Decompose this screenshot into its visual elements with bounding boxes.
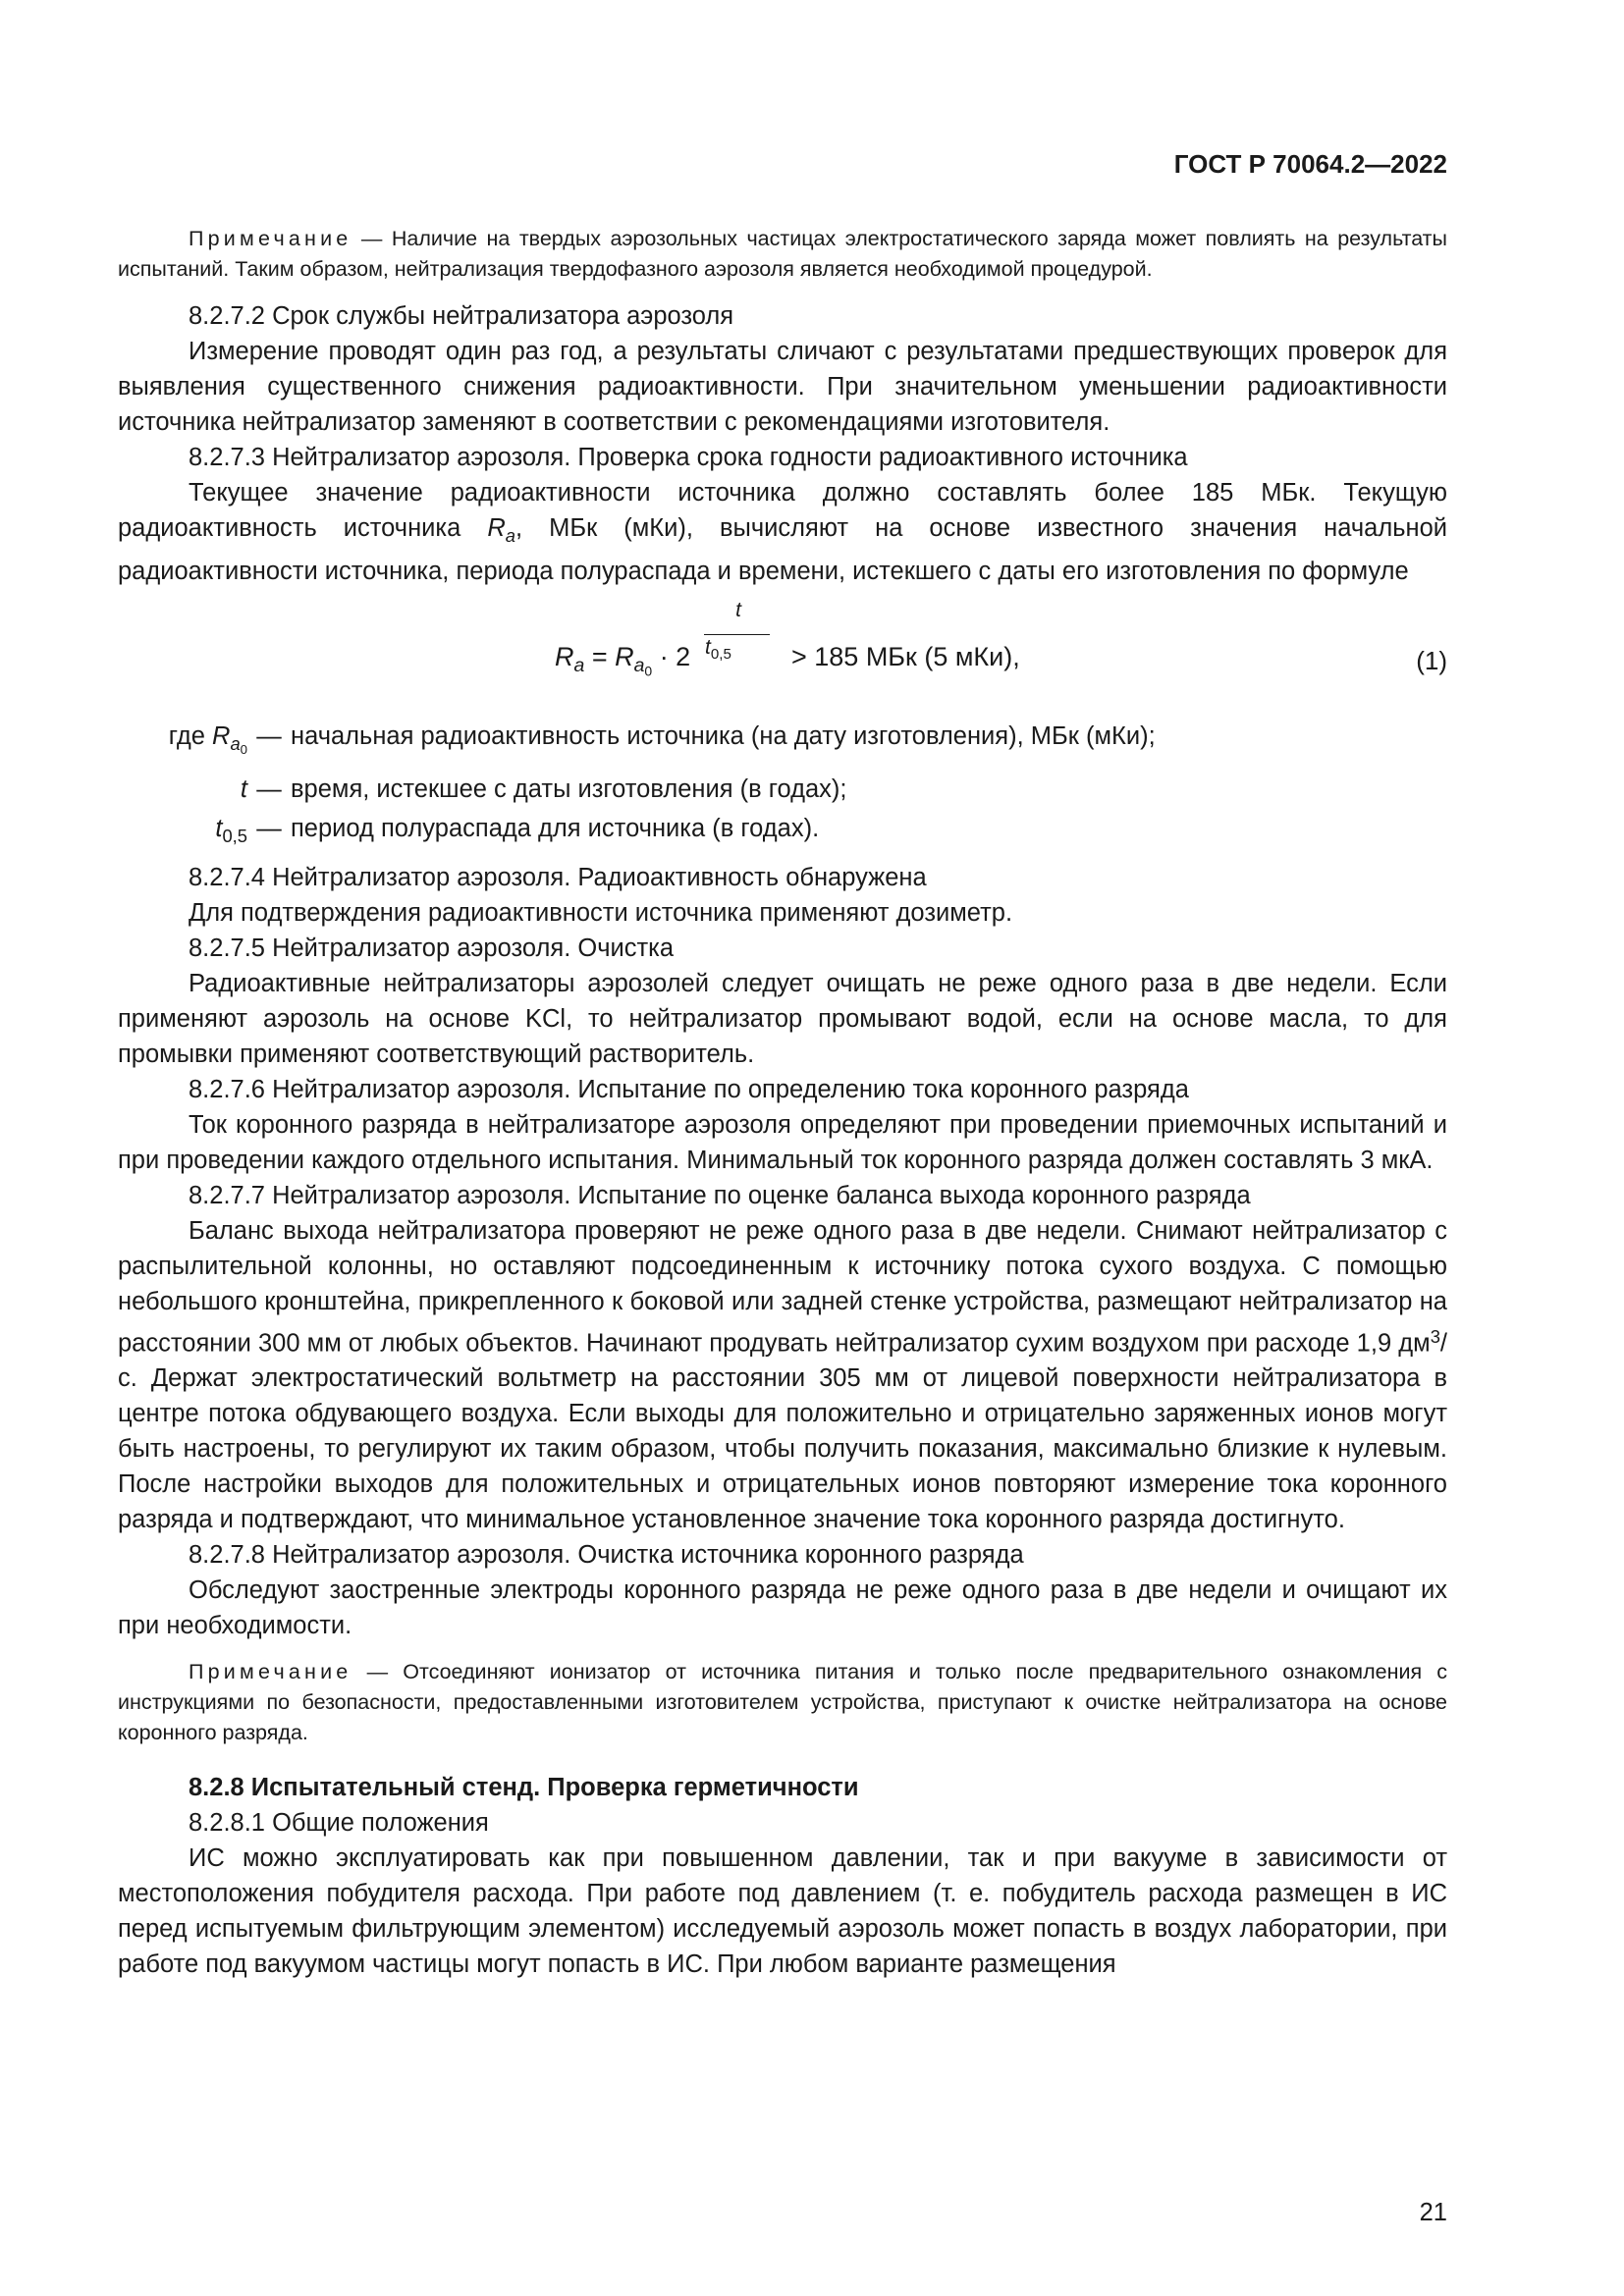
exponent-fraction-line	[704, 634, 770, 635]
note-label: Примечание	[189, 1660, 352, 1684]
definition-row: где $R_{a_0}$ — начальная радиоактивность источника (на дату изготовления), МБк (мКи);	[168, 721, 1156, 757]
section-8-2-8-1-heading: 8.2.8.1 Общие положения	[189, 1809, 489, 1838]
note-1	[118, 224, 1447, 285]
section-8-2-7-2-heading: 8.2.7.2 Срок службы нейтрализатора аэрозоля	[189, 302, 734, 330]
exponent-denominator: $t_{0,5}$	[705, 635, 731, 663]
definition-row: $t_{0,5}$ — период полураспада для источника (в годах).	[215, 814, 820, 846]
page-number: 21	[1419, 2199, 1447, 2226]
formula-number: (1)	[1416, 645, 1447, 675]
section-8-2-7-6-heading: 8.2.7.6 Нейтрализатор аэрозоля. Испытание по определению тока коронного разряда	[189, 1075, 1189, 1103]
note-text: — Отсоединяют ионизатор от источника питания и только после предварительного ознакомления с инструкциями по безопасности, предоставленными изготовителем устройства, приступают к очистке нейтрализатора на основе коронного разряда.	[118, 1660, 1447, 1745]
section-8-2-8-heading: 8.2.8 Испытательный стенд. Проверка герметичности	[189, 1774, 859, 1802]
note-text: — Наличие на твердых аэрозольных частицах электростатического заряда может повлиять на результаты испытаний. Таким образом, нейтрализация твердофазного аэрозоля является необходимой процедурой.	[118, 227, 1447, 281]
formula-1	[118, 597, 1447, 703]
page-content	[118, 224, 1447, 1982]
definition-row: t — время, истекшее с даты изготовления (в годах);	[240, 774, 847, 803]
section-8-2-7-4-text: Для подтверждения радиоактивности источника применяют дозиметр.	[189, 898, 1013, 927]
section-8-2-8-1-text: ИС можно эксплуатировать как при повышенном давлении, так и при вакууме в зависимости от местоположения побудителя расхода. При работе под давлением (т. е. побудитель расхода размещен в ИС перед испытуемым фильтрующим элементом) исследуемый аэрозоль может попасть в воздух лаборатории, при работе под вакуумом частицы могут попасть в ИС. При любом варианте размещения	[118, 1844, 1447, 1979]
section-8-2-7-8-heading: 8.2.7.8 Нейтрализатор аэрозоля. Очистка источника коронного разряда	[189, 1541, 1024, 1570]
section-8-2-7-8-text: Обследуют заостренные электроды коронного разряда не реже одного раза в две недели и очищают их при необходимости.	[118, 1576, 1447, 1640]
section-8-2-7-5-text: Радиоактивные нейтрализаторы аэрозолей следует очищать не реже одного раза в две недели. Если применяют аэрозоль на основе KCl, то нейтрализатор промывают водой, если на основе масла, то для промывки применяют соответствующий растворитель.	[118, 969, 1447, 1068]
definitions-table	[118, 717, 1156, 856]
section-8-2-7-6-text: Ток коронного разряда в нейтрализаторе аэрозоля определяют при проведении приемочных испытаний и при проведении каждого отдельного испытания. Минимальный ток коронного разряда должен составлять 3 мкА.	[118, 1110, 1447, 1174]
section-8-2-7-3-heading: 8.2.7.3 Нейтрализатор аэрозоля. Проверка срока годности радиоактивного источника	[189, 444, 1188, 471]
note-2	[118, 1657, 1447, 1748]
note-label: Примечание	[189, 227, 352, 250]
formula-expression: $R_a = R_{a_0} \cdot 2$	[555, 641, 691, 679]
section-8-2-7-7-text: Баланс выхода нейтрализатора проверяют не реже одного раза в две недели. Снимают нейтрализатор с распылительной колонны, но оставляют подсоединенным к источнику потока сухого воздуха. С помощью небольшого кронштейна, прикрепленного к боковой или задней стенке устройства, размещают нейтрализатор на расстоянии 300 мм от любых объектов. Начинают продувать нейтрализатор сухим воздухом при расходе 1,9 $дм^3/с$. Держат электростатический вольтметр на расстоянии 305 мм от лицевой поверхности нейтрализатора в центре потока обдувающего воздуха. Если выходы для положительно и отрицательно заряженных ионов могут быть настроены, то регулируют их таким образом, чтобы получить показания, максимально близкие к нулевым. После настройки выходов для положительных и отрицательных ионов повторяют измерение тока коронного разряда и подтверждают, что минимальное установленное значение тока коронного разряда достигнуто.	[118, 1216, 1447, 1534]
document-id-header: ГОСТ Р 70064.2—2022	[1173, 149, 1447, 179]
exponent-numerator: t	[735, 598, 741, 621]
section-8-2-7-3-text: Текущее значение радиоактивности источника должно составлять более 185 МБк. Текущую радиоактивность источника $R_a$, МБк (мКи), вычисляют на основе известного значения начальной радиоактивности источника, периода полураспада и времени, истекшего с даты его изготовления по формуле	[118, 479, 1448, 585]
section-8-2-7-5-heading: 8.2.7.5 Нейтрализатор аэрозоля. Очистка	[189, 934, 675, 962]
formula-rhs: > 185 МБк (5 мКи),	[791, 641, 1020, 671]
section-8-2-7-2-text: Измерение проводят один раз год, а результаты сличают с результатами предшествующих проверок для выявления существенного снижения радиоактивности. При значительном уменьшении радиоактивности источника нейтрализатор заменяют в соответствии с рекомендациями изготовителя.	[118, 338, 1447, 436]
section-8-2-7-7-heading: 8.2.7.7 Нейтрализатор аэрозоля. Испытание по оценке баланса выхода коронного разряда	[189, 1181, 1251, 1209]
section-8-2-7-4-heading: 8.2.7.4 Нейтрализатор аэрозоля. Радиоактивность обнаружена	[189, 863, 927, 891]
var-r-a: $R_a$	[487, 514, 515, 546]
